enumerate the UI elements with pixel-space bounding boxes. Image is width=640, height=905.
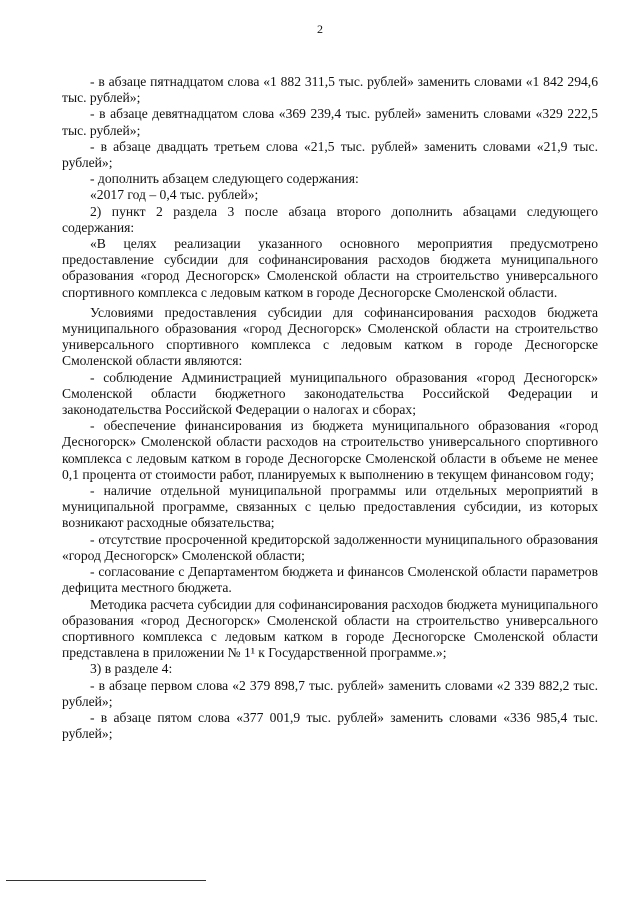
paragraph: - в абзаце двадцать третьем слова «21,5 тыс. рублей» заменить словами «21,9 тыс. рублей»; [62,138,598,171]
paragraph: - отсутствие просроченной кредиторской задолженности муниципального образования «город Десногорск» Смоленской области; [62,531,598,563]
page-number: 2 [317,22,323,36]
paragraph: Методика расчета субсидии для софинансирования расходов бюджета муниципального образования «город Десногорск» Смоленской области на строительство универсального спортивного комплекса с ледовым катком в городе Десногорске Смоленской области представлена в приложении № 1¹ к Государственной программе.»; [62,596,598,661]
paragraph: - в абзаце пятнадцатом слова «1 882 311,5 тыс. рублей» заменить словами «1 842 294,6 тыс. рублей»; [62,74,598,106]
paragraph: «2017 год – 0,4 тыс. рублей»; [90,187,259,203]
paragraph: - обеспечение финансирования из бюджета муниципального образования «город Десногорск» Смоленской области расходов на строительство универсального спортивного комплекса с ледовым катком в городе Десногорске Смоленской области в объеме не менее 0,1 процента от стоимости работ, планируемых к выполнению в текущем финансовом году; [62,418,598,482]
paragraph: - дополнить абзацем следующего содержания: [90,171,359,187]
paragraph: - в абзаце пятом слова «377 001,9 тыс. рублей» заменить словами «336 985,4 тыс. рублей»; [62,709,598,742]
paragraph: - в абзаце девятнадцатом слова «369 239,4 тыс. рублей» заменить словами «329 222,5 тыс. рублей»; [62,106,598,138]
paragraph: - в абзаце первом слова «2 379 898,7 тыс. рублей» заменить словами «2 339 882,2 тыс. рублей»; [62,677,598,709]
paragraph: Условиями предоставления субсидии для софинансирования расходов бюджета муниципального образования «город Десногорск» Смоленской области на строительство универсального спортивного комплекса с ледовым катком в городе Десногорске Смоленской области являются: [62,304,598,369]
paragraph: 3) в разделе 4: [90,661,173,677]
paragraph: 2) пункт 2 раздела 3 после абзаца второго дополнить абзацами следующего содержания: [62,203,598,235]
paragraph: «В целях реализации указанного основного мероприятия предусмотрено предоставление субсидии для софинансирования расходов бюджета муниципального образования «город Десногорск» Смоленской области на строительство универсального спортивного комплекса с ледовым катком в городе Десногорске Смоленской области. [62,236,598,300]
footnote-divider [6,880,206,881]
document-body [62,74,598,742]
paragraph: - соблюдение Администрацией муниципального образования «город Десногорск» Смоленской области бюджетного законодательства Российской Федерации и законодательства Российской Федерации о налогах и сборах; [62,369,598,418]
paragraph: - согласование с Департаментом бюджета и финансов Смоленской области параметров дефицита местного бюджета. [62,564,598,596]
paragraph: - наличие отдельной муниципальной программы или отдельных мероприятий в муниципальной программе, связанных с целью предоставления субсидии, из которых возникают расходные обязательства; [62,483,598,531]
